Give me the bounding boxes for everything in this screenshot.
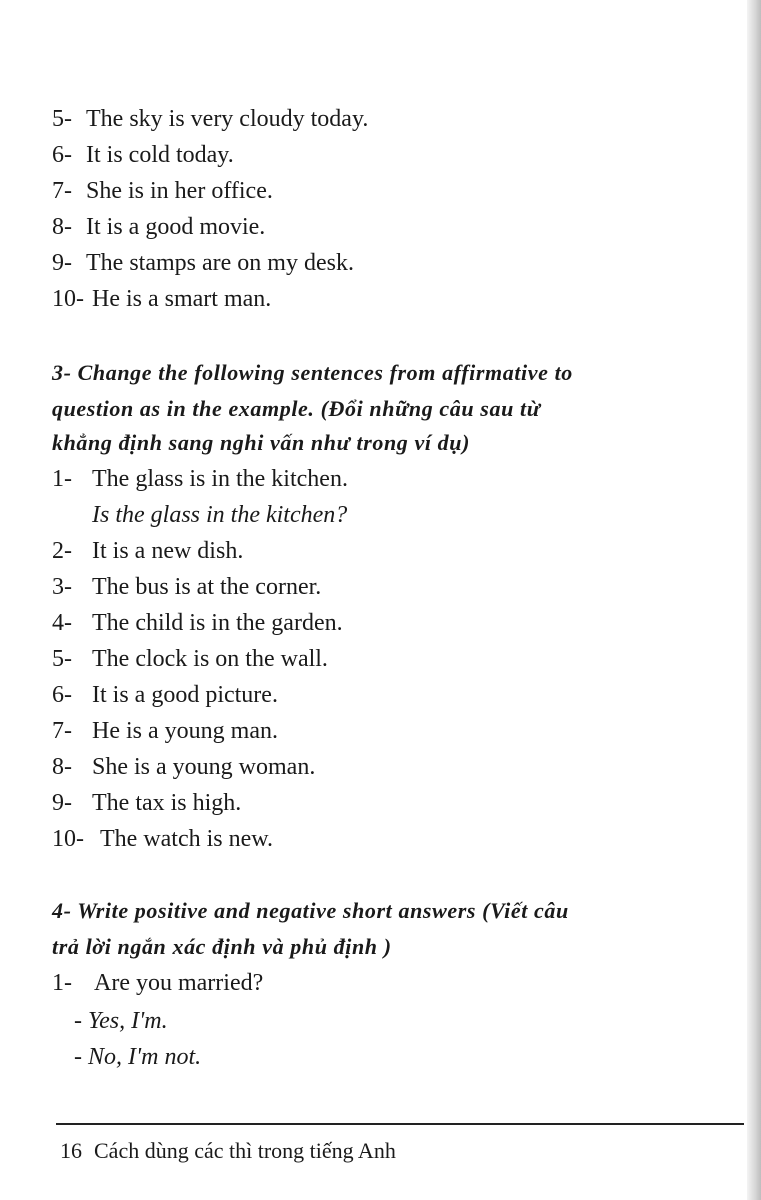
list-item: 8- It is a good movie.	[52, 214, 266, 240]
exercise-4-heading-line-2: trả lời ngắn xác định và phủ định )	[52, 934, 392, 959]
list-item: 10- He is a smart man.	[52, 286, 272, 312]
exercise-3-item: 2- It is a new dish.	[52, 538, 244, 564]
exercise-3-item: 8- She is a young woman.	[52, 754, 316, 780]
page-footer	[60, 1136, 396, 1166]
exercise-3-item: 10- The watch is new.	[52, 826, 274, 852]
exercise-3-item: 9- The tax is high.	[52, 790, 242, 816]
exercise-3-heading-line-3: khẳng định sang nghi vấn như trong ví dụ)	[52, 430, 471, 455]
page-binding-edge	[747, 0, 761, 1200]
list-item: 6- It is cold today.	[52, 142, 234, 168]
book-title: Cách dùng các thì trong tiếng Anh	[94, 1138, 396, 1163]
list-item: 7- She is in her office.	[52, 178, 273, 204]
exercise-4-item: 1- Are you married?	[52, 970, 264, 996]
exercise-3-heading-line-2: question as in the example. (Đổi những câu sau từ	[52, 396, 541, 421]
exercise-3-heading-line-1: 3- Change the following sentences from affirmative to	[52, 360, 573, 385]
exercise-4-heading-line-1: 4- Write positive and negative short answers (Viết câu	[52, 898, 569, 923]
list-item: 9- The stamps are on my desk.	[52, 250, 354, 276]
exercise-3-item: 6- It is a good picture.	[52, 682, 278, 708]
page-number: 16	[60, 1138, 82, 1163]
answer-positive: - Yes, I'm.	[74, 1008, 168, 1034]
exercise-3-item: 5- The clock is on the wall.	[52, 646, 328, 672]
exercise-3-item: 1- The glass is in the kitchen.	[52, 466, 348, 492]
exercise-3-item: 7- He is a young man.	[52, 718, 278, 744]
exercise-3-item: 4- The child is in the garden.	[52, 610, 343, 636]
list-item: 5- The sky is very cloudy today.	[52, 106, 369, 132]
exercise-3-example: Is the glass in the kitchen?	[92, 502, 348, 528]
answer-negative: - No, I'm not.	[74, 1044, 202, 1070]
footer-rule	[56, 1123, 744, 1125]
exercise-3-item: 3- The bus is at the corner.	[52, 574, 322, 600]
